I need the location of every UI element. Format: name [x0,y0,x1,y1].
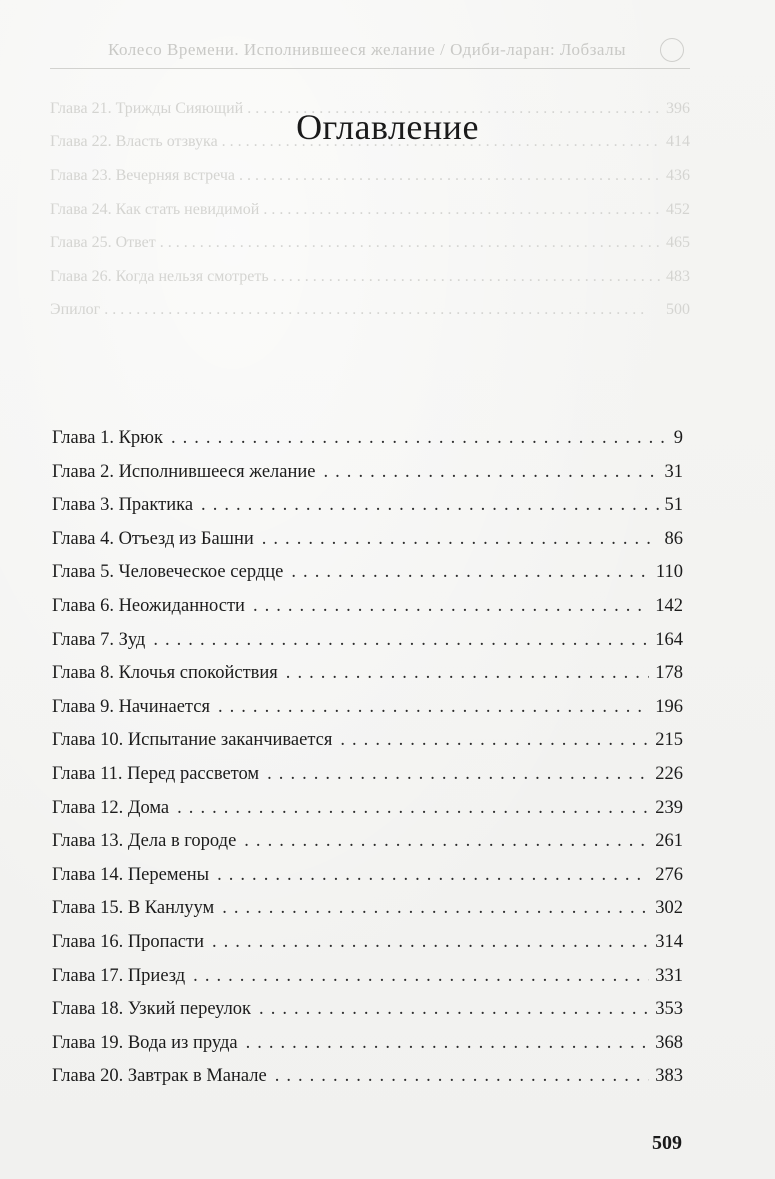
toc-entry-label: Глава 9. Начинается [52,696,210,717]
ghost-entry: Глава 21. Трижды Сияющий . . . 396 [50,92,690,126]
page-title: Оглавление [296,107,479,148]
leader-dots [246,1033,650,1054]
toc-entry-label: Глава 16. Пропасти [52,931,204,952]
toc-entry-label: Глава 19. Вода из пруда [52,1032,238,1053]
leader-dots [201,495,658,516]
toc-entry-label: Глава 3. Практика [52,495,194,516]
leader-dots [324,462,659,483]
toc-entry-label: Глава 2. Исполнившееся желание [52,461,316,482]
toc-entry [52,462,683,496]
toc-entry-page: 9 [673,428,683,448]
toc-entry-page: 226 [655,763,683,784]
ghost-entry: Глава 23. Вечерняя встреча . . . 436 [50,159,690,193]
toc-entry [52,630,683,664]
leader-dots [262,529,659,550]
toc-entry [52,764,683,798]
toc-entry-label: Глава 20. Завтрак в Манале [52,1066,267,1087]
toc-entry-page: 178 [655,663,683,684]
toc-entry-label: Глава 11. Перед рассветом [52,763,260,784]
leader-dots [218,697,649,718]
toc-entry [52,1066,683,1100]
table-of-contents [52,428,683,1100]
ghost-entry: Глава 22. Власть отзвука . . . 414 [50,126,690,160]
toc-entry-page: 51 [664,495,683,516]
toc-entry [52,596,683,630]
leader-dots [153,630,649,651]
header-rule [50,68,690,69]
toc-entry-label: Глава 1. Крюк [52,428,163,448]
toc-entry [52,495,683,529]
toc-entry-label: Глава 10. Испытание заканчивается [52,730,333,751]
toc-entry-label: Глава 13. Дела в городе [52,831,237,852]
toc-entry-page: 383 [655,1066,683,1087]
leader-dots [217,865,649,886]
toc-entry [52,999,683,1033]
toc-entry-page: 239 [655,797,683,818]
toc-entry-page: 31 [664,461,683,482]
toc-entry-page: 368 [655,1032,683,1053]
toc-entry-label: Глава 18. Узкий переулок [52,999,252,1020]
toc-entry [52,529,683,563]
toc-entry-page: 86 [664,528,683,549]
ghost-entry: Глава 26. Когда нельзя смотреть . . . 483 [50,260,690,294]
leader-dots [244,831,649,852]
toc-entry-label: Глава 4. Отъезд из Башни [52,528,254,549]
ghost-entry: Эпилог . . . 500 [50,294,690,328]
toc-entry [52,898,683,932]
leader-dots [286,663,649,684]
toc-entry-page: 353 [655,999,683,1020]
leader-dots [275,1066,650,1087]
leader-dots [222,898,649,919]
toc-entry-page: 276 [655,864,683,885]
leader-dots [177,798,649,819]
leader-dots [171,428,668,449]
toc-entry [52,663,683,697]
toc-entry-page: 314 [655,931,683,952]
toc-entry-page: 331 [655,965,683,986]
leader-dots [340,730,649,751]
leader-dots [259,999,649,1020]
toc-entry-label: Глава 8. Клочья спокойствия [52,663,278,684]
toc-entry-page: 164 [655,629,683,650]
toc-entry-label: Глава 14. Перемены [52,864,210,885]
toc-entry-page: 302 [655,898,683,919]
toc-entry-label: Глава 6. Неожиданности [52,595,245,616]
leader-dots [253,596,649,617]
toc-entry-label: Глава 7. Зуд [52,629,146,650]
toc-entry [52,932,683,966]
toc-entry-page: 196 [655,696,683,717]
toc-entry [52,831,683,865]
ornament-icon [660,38,684,62]
page-number: 509 [652,1132,682,1154]
running-head-bleedthrough: Колесо Времени. Исполнившееся желание / Одиби-ларан: Лобзалы [108,40,627,59]
toc-entry [52,730,683,764]
toc-entry-page: 142 [655,595,683,616]
toc-entry-label: Глава 15. В Канлуум [52,898,215,919]
toc-entry [52,966,683,1000]
toc-entry [52,1033,683,1067]
ghost-entry: Глава 25. Ответ . . . 465 [50,226,690,260]
toc-entry [52,697,683,731]
leader-dots [212,932,649,953]
toc-entry-page: 110 [655,562,683,583]
toc-entry-label: Глава 12. Дома [52,797,170,818]
toc-entry [52,865,683,899]
toc-entry [52,428,683,462]
leader-dots [291,562,650,583]
toc-entry [52,562,683,596]
toc-entry-label: Глава 5. Человеческое сердце [52,562,284,583]
toc-entry-page: 261 [655,831,683,852]
toc-entry-page: 215 [655,730,683,751]
toc-entry-label: Глава 17. Приезд [52,965,186,986]
leader-dots [193,966,649,987]
toc-entry [52,798,683,832]
leader-dots [267,764,649,785]
ghost-entry: Глава 24. Как стать невидимой . . . 452 [50,193,690,227]
